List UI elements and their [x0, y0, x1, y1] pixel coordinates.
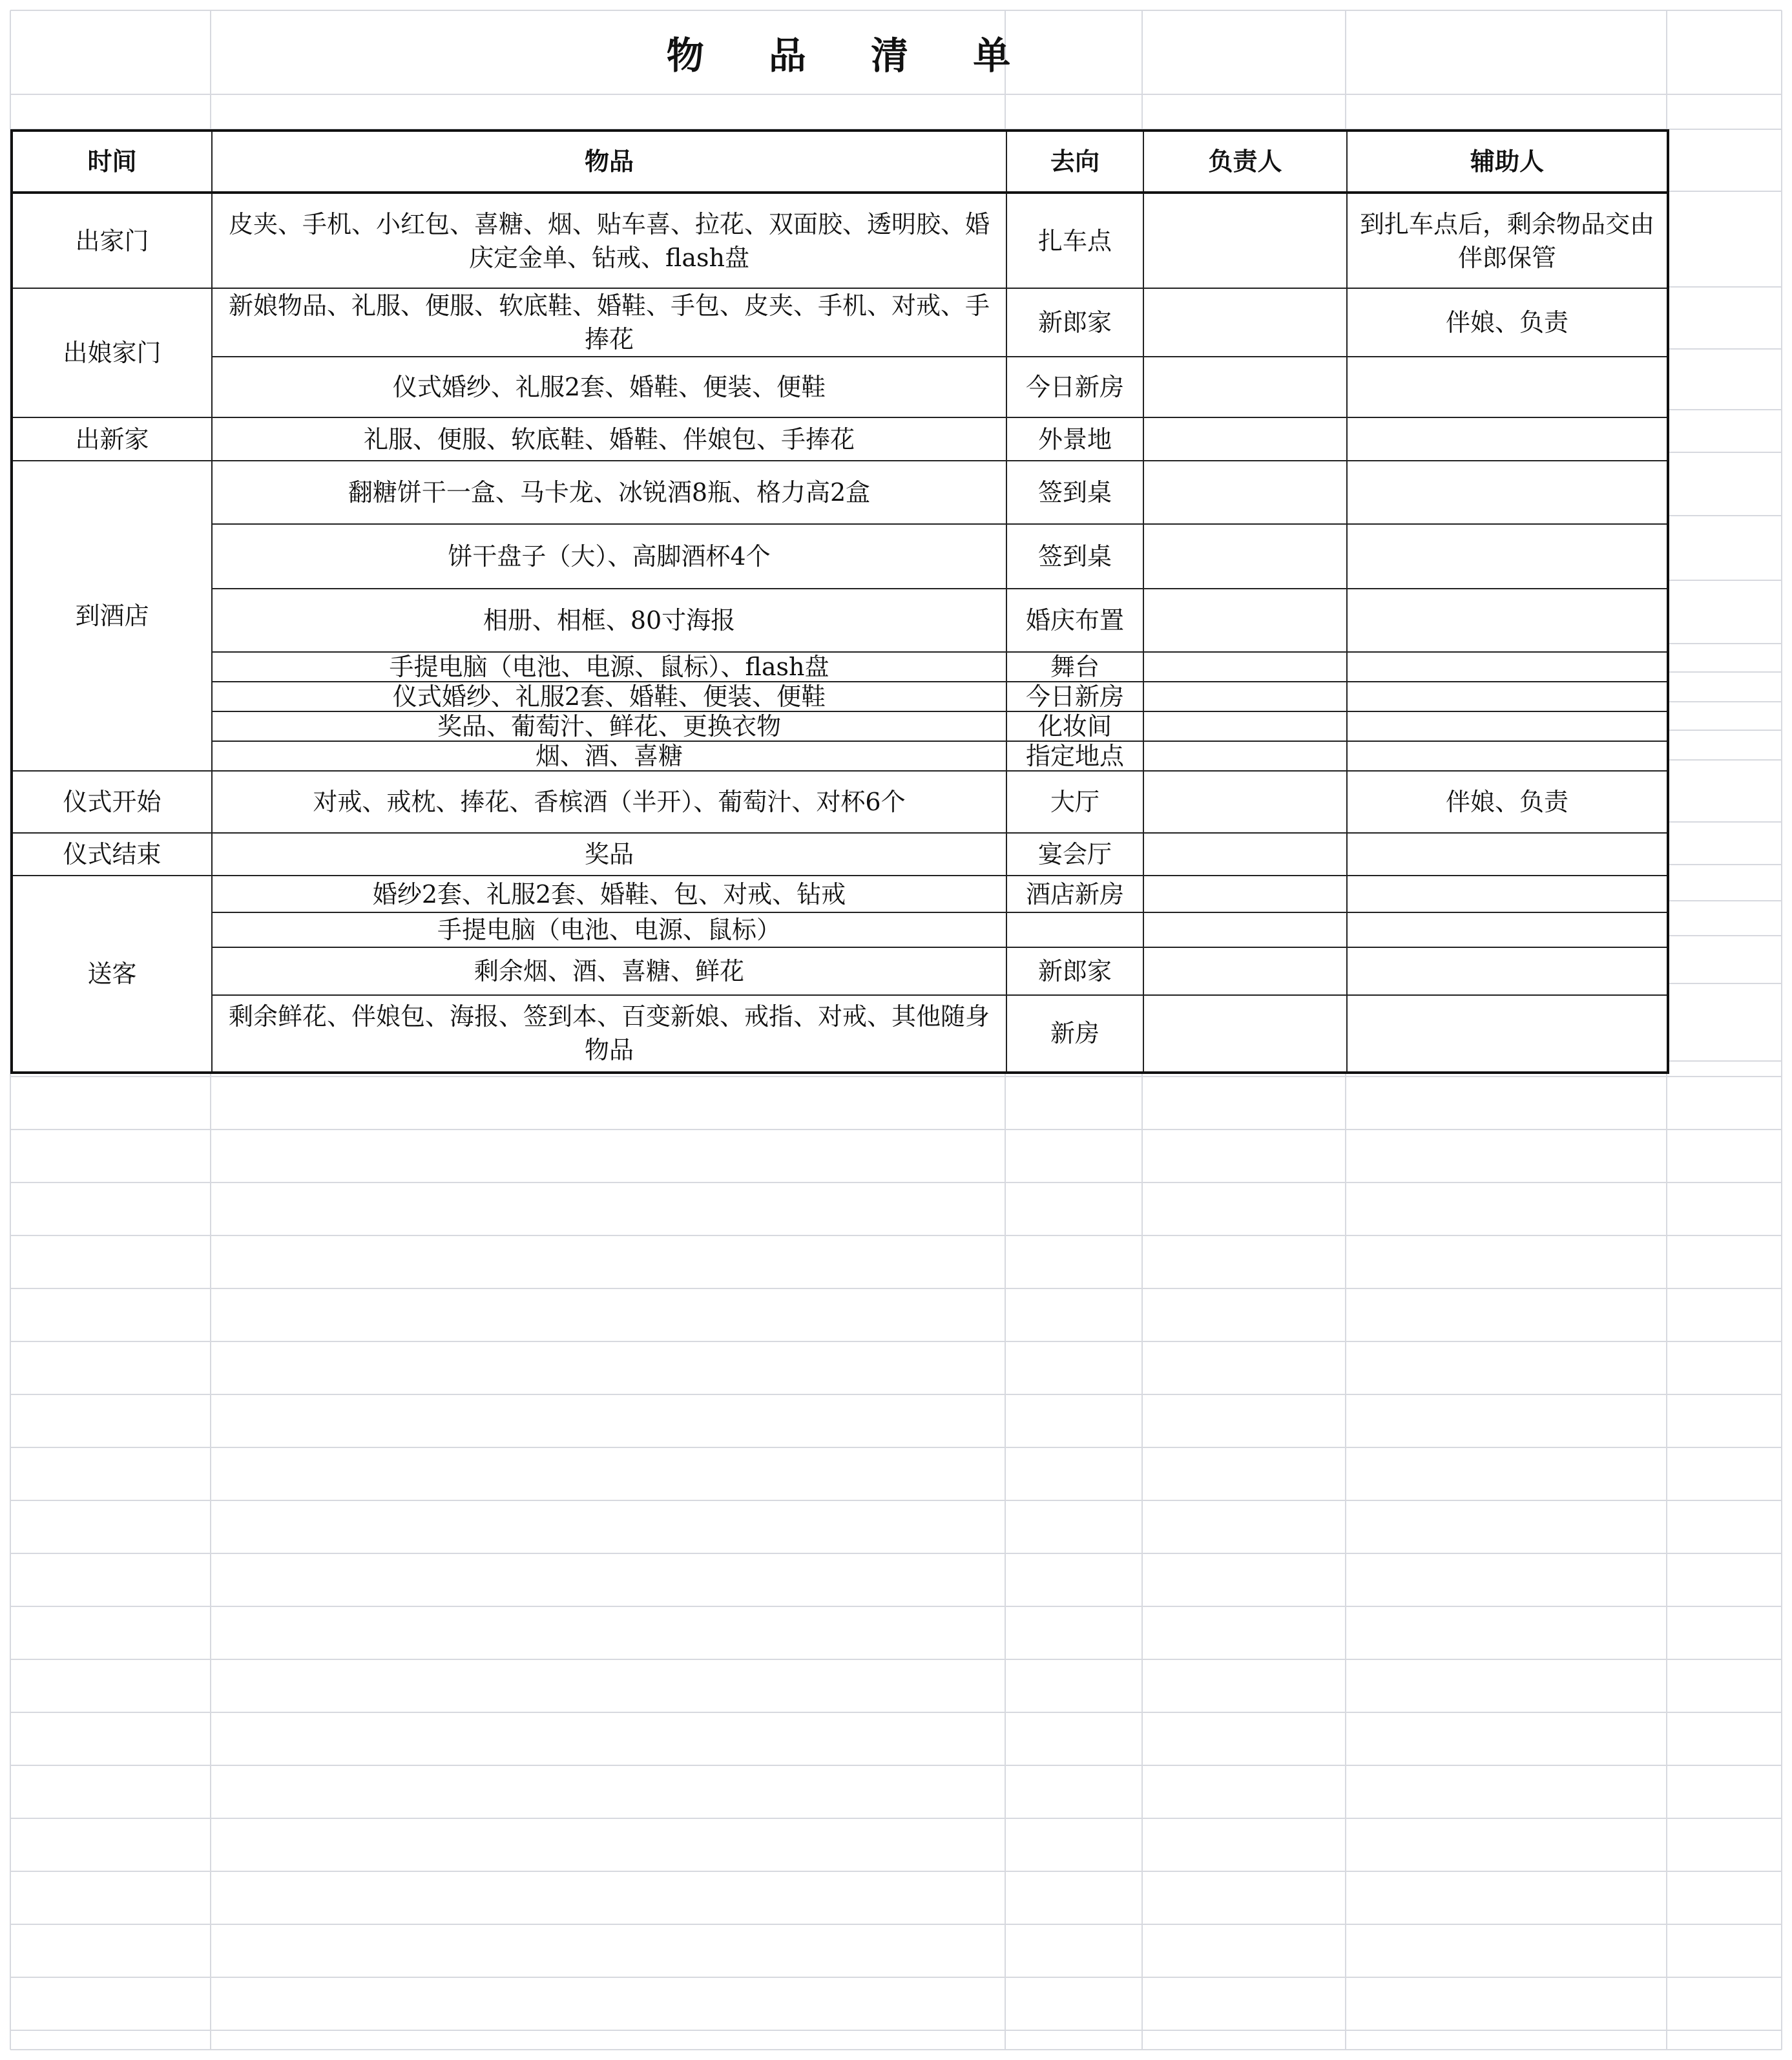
time-cell: 送客: [12, 876, 212, 1073]
owner-cell: [1143, 912, 1347, 947]
time-cell: 出新家: [12, 417, 212, 460]
page-title: 物 品 清 单: [666, 34, 1037, 78]
table-row: [12, 652, 1668, 682]
destination-cell: 宴会厅: [1006, 833, 1143, 876]
time-cell: 出家门: [12, 193, 212, 288]
assistant-cell: [1347, 912, 1668, 947]
table-row: [12, 193, 1668, 288]
items-cell: 婚纱2套、礼服2套、婚鞋、包、对戒、钻戒: [212, 876, 1006, 912]
assistant-cell: [1347, 947, 1668, 995]
assistant-cell: [1347, 741, 1668, 771]
assistant-cell: 到扎车点后，剩余物品交由伴郎保管: [1347, 193, 1668, 288]
table-row: [12, 461, 1668, 524]
table-row: [12, 357, 1668, 417]
time-cell: 仪式结束: [12, 833, 212, 876]
table-row: [12, 947, 1668, 995]
items-cell: 翻糖饼干一盒、马卡龙、冰锐酒8瓶、格力高2盒: [212, 461, 1006, 524]
destination-cell: 酒店新房: [1006, 876, 1143, 912]
owner-cell: [1143, 524, 1347, 589]
items-cell: 剩余烟、酒、喜糖、鲜花: [212, 947, 1006, 995]
assistant-cell: 伴娘、负责: [1347, 771, 1668, 833]
items-cell: 饼干盘子（大）、高脚酒杯4个: [212, 524, 1006, 589]
destination-cell: 签到桌: [1006, 461, 1143, 524]
time-cell: 仪式开始: [12, 771, 212, 833]
owner-cell: [1143, 741, 1347, 771]
header-assistant: 辅助人: [1347, 131, 1668, 193]
destination-cell: 舞台: [1006, 652, 1143, 682]
destination-cell: 扎车点: [1006, 193, 1143, 288]
destination-cell: 婚庆布置: [1006, 589, 1143, 652]
header-destination: 去向: [1006, 131, 1143, 193]
owner-cell: [1143, 833, 1347, 876]
table-row: [12, 995, 1668, 1073]
table-row: [12, 833, 1668, 876]
table-row: [12, 771, 1668, 833]
header-time: 时间: [12, 131, 212, 193]
owner-cell: [1143, 589, 1347, 652]
table-row: [12, 288, 1668, 357]
destination-cell: 大厅: [1006, 771, 1143, 833]
table-row: [12, 912, 1668, 947]
owner-cell: [1143, 995, 1347, 1073]
destination-cell: [1006, 912, 1143, 947]
items-cell: 相册、相框、80寸海报: [212, 589, 1006, 652]
assistant-cell: [1347, 682, 1668, 711]
owner-cell: [1143, 771, 1347, 833]
assistant-cell: [1347, 876, 1668, 912]
assistant-cell: [1347, 711, 1668, 741]
assistant-cell: [1347, 461, 1668, 524]
destination-cell: 今日新房: [1006, 357, 1143, 417]
owner-cell: [1143, 193, 1347, 288]
assistant-cell: [1347, 833, 1668, 876]
owner-cell: [1143, 357, 1347, 417]
destination-cell: 化妆间: [1006, 711, 1143, 741]
assistant-cell: [1347, 995, 1668, 1073]
items-cell: 对戒、戒枕、捧花、香槟酒（半开）、葡萄汁、对杯6个: [212, 771, 1006, 833]
destination-cell: 外景地: [1006, 417, 1143, 460]
owner-cell: [1143, 461, 1347, 524]
inventory-table: [10, 129, 1669, 1074]
items-cell: 奖品: [212, 833, 1006, 876]
assistant-cell: [1347, 524, 1668, 589]
owner-cell: [1143, 652, 1347, 682]
owner-cell: [1143, 876, 1347, 912]
items-cell: 礼服、便服、软底鞋、婚鞋、伴娘包、手捧花: [212, 417, 1006, 460]
table-row: [12, 876, 1668, 912]
time-cell: 到酒店: [12, 461, 212, 772]
assistant-cell: [1347, 589, 1668, 652]
items-cell: 皮夹、手机、小红包、喜糖、烟、贴车喜、拉花、双面胶、透明胶、婚庆定金单、钻戒、flash盘: [212, 193, 1006, 288]
table-row: [12, 589, 1668, 652]
owner-cell: [1143, 711, 1347, 741]
items-cell: 烟、酒、喜糖: [212, 741, 1006, 771]
owner-cell: [1143, 947, 1347, 995]
assistant-cell: [1347, 417, 1668, 460]
assistant-cell: [1347, 652, 1668, 682]
table-row: [12, 711, 1668, 741]
owner-cell: [1143, 682, 1347, 711]
items-cell: 手提电脑（电池、电源、鼠标）、flash盘: [212, 652, 1006, 682]
items-cell: 仪式婚纱、礼服2套、婚鞋、便装、便鞋: [212, 682, 1006, 711]
assistant-cell: 伴娘、负责: [1347, 288, 1668, 357]
items-cell: 仪式婚纱、礼服2套、婚鞋、便装、便鞋: [212, 357, 1006, 417]
items-cell: 奖品、葡萄汁、鲜花、更换衣物: [212, 711, 1006, 741]
header-row: [12, 131, 1668, 193]
destination-cell: 新郎家: [1006, 288, 1143, 357]
table-row: [12, 741, 1668, 771]
destination-cell: 新房: [1006, 995, 1143, 1073]
table-row: [12, 417, 1668, 460]
table-row: [12, 682, 1668, 711]
table-row: [12, 524, 1668, 589]
time-cell: 出娘家门: [12, 288, 212, 417]
assistant-cell: [1347, 357, 1668, 417]
items-cell: 剩余鲜花、伴娘包、海报、签到本、百变新娘、戒指、对戒、其他随身物品: [212, 995, 1006, 1073]
destination-cell: 今日新房: [1006, 682, 1143, 711]
owner-cell: [1143, 417, 1347, 460]
header-owner: 负责人: [1143, 131, 1347, 193]
destination-cell: 指定地点: [1006, 741, 1143, 771]
header-items: 物品: [212, 131, 1006, 193]
items-cell: 手提电脑（电池、电源、鼠标）: [212, 912, 1006, 947]
owner-cell: [1143, 288, 1347, 357]
destination-cell: 签到桌: [1006, 524, 1143, 589]
items-cell: 新娘物品、礼服、便服、软底鞋、婚鞋、手包、皮夹、手机、对戒、手捧花: [212, 288, 1006, 357]
destination-cell: 新郎家: [1006, 947, 1143, 995]
